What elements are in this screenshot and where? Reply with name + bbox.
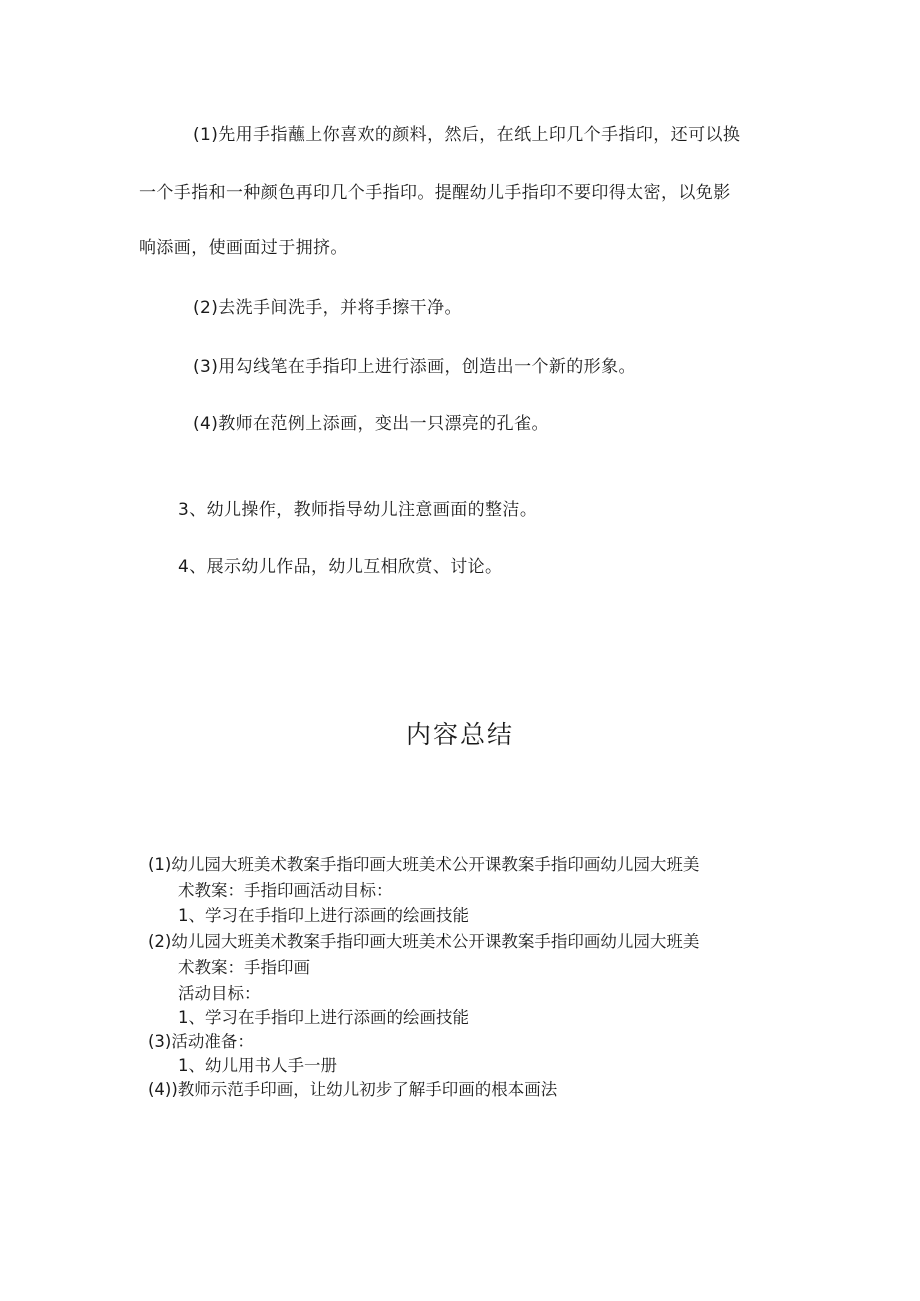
summary-1-line3: 1、学习在手指印上进行添画的绘画技能 (178, 906, 469, 925)
step1-line1: (1)先用手指蘸上你喜欢的颜料，然后，在纸上印几个手指印，还可以换 (193, 125, 741, 145)
step2: (2)去洗手间洗手，并将手擦干净。 (193, 298, 462, 318)
step4: (4)教师在范例上添画，变出一只漂亮的孔雀。 (193, 414, 549, 434)
summary-2-line2: 术教案：手指印画 (178, 958, 310, 977)
step3: (3)用勾线笔在手指印上进行添画，创造出一个新的形象。 (193, 357, 636, 377)
summary-3-line1: (3)活动准备： (148, 1032, 254, 1051)
summary-1-line1: (1)幼儿园大班美术教案手指印画大班美术公开课教案手指印画幼儿园大班美 (148, 855, 700, 874)
item3: 3、幼儿操作，教师指导幼儿注意画面的整洁。 (178, 500, 538, 520)
summary-1-line2: 术教案：手指印画活动目标： (178, 881, 393, 900)
summary-4-line1: (4))教师示范手印画，让幼儿初步了解手印画的根本画法 (148, 1080, 558, 1099)
summary-2-line4: 1、学习在手指印上进行添画的绘画技能 (178, 1008, 469, 1027)
summary-3-line2: 1、幼儿用书人手一册 (178, 1056, 337, 1075)
summary-2-line1: (2)幼儿园大班美术教案手指印画大班美术公开课教案手指印画幼儿园大班美 (148, 932, 700, 951)
step1-line2: 一个手指和一种颜色再印几个手指印。提醒幼儿手指印不要印得太密，以免影 (139, 183, 731, 203)
step1-line3: 响添画，使画面过于拥挤。 (139, 238, 348, 258)
summary-2-line3: 活动目标： (178, 984, 261, 1003)
item4: 4、展示幼儿作品，幼儿互相欣赏、讨论。 (178, 557, 503, 577)
summary-title: 内容总结 (405, 720, 514, 749)
